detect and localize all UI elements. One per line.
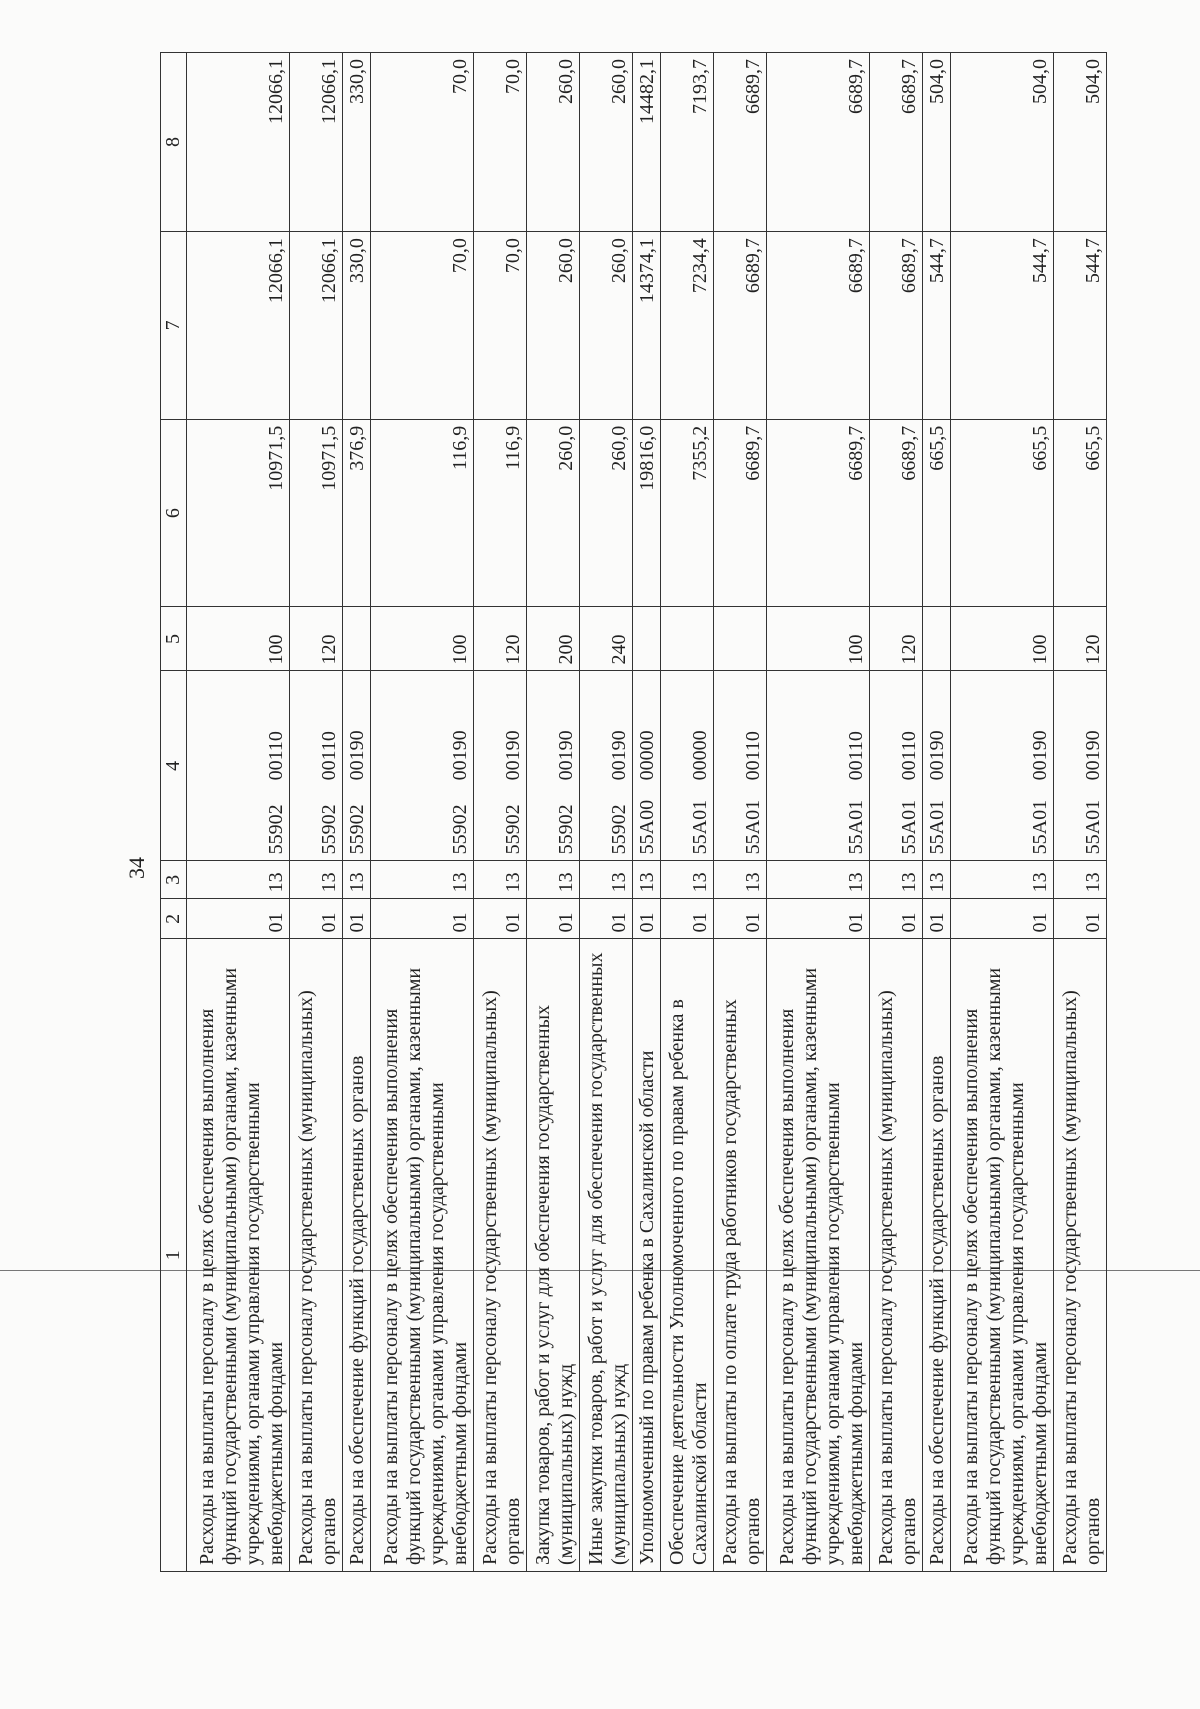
amount-col-6: 665,5: [922, 419, 950, 607]
column-header-3: 3: [161, 861, 187, 899]
amount-col-7: 544,7: [922, 232, 950, 420]
column-header-8: 8: [161, 53, 187, 232]
expense-type-code: [342, 607, 370, 671]
amount-col-7: 12066,1: [187, 232, 290, 420]
direction-code: 00110: [742, 731, 765, 781]
subsection-code: 13: [661, 861, 714, 899]
direction-code: 00190: [345, 730, 368, 781]
amount-col-8: 12066,1: [289, 53, 342, 232]
direction-code: 00190: [501, 730, 524, 781]
row-name: Расходы на выплаты персоналу в целях обеспечения выполнения функций государственными (муниципальными) органами, казенными учреждениями, органами управления государственными внебюджетными фондами: [370, 939, 473, 1572]
amount-col-7: 260,0: [579, 232, 632, 420]
amount-col-8: 6689,7: [869, 53, 922, 232]
program-code: 55902: [264, 804, 287, 855]
amount-col-8: 260,0: [579, 53, 632, 232]
section-code: 01: [579, 899, 632, 939]
program-code: 55902: [501, 804, 524, 855]
section-code: 01: [342, 899, 370, 939]
subsection-code: 13: [370, 861, 473, 899]
target-article-code: [187, 671, 290, 861]
table-row: [951, 53, 1054, 1572]
subsection-code: 13: [473, 861, 526, 899]
section-code: 01: [869, 899, 922, 939]
section-code: 01: [632, 899, 660, 939]
target-article-code: [370, 671, 473, 861]
subsection-code: 13: [289, 861, 342, 899]
subsection-code: 13: [526, 861, 579, 899]
amount-col-8: 504,0: [951, 53, 1054, 232]
amount-col-7: 6689,7: [869, 232, 922, 420]
expense-type-code: [632, 607, 660, 671]
amount-col-6: 7355,2: [661, 419, 714, 607]
expense-type-code: 100: [187, 607, 290, 671]
direction-code: 00110: [897, 731, 920, 781]
subsection-code: 13: [632, 861, 660, 899]
program-code: 55А01: [1028, 799, 1051, 855]
column-header-2: 2: [161, 899, 187, 939]
row-name: Расходы на выплаты персоналу государственных (муниципальных) органов: [1053, 939, 1106, 1572]
target-article-code: [869, 671, 922, 861]
amount-col-6: 116,9: [370, 419, 473, 607]
target-article-code: [342, 671, 370, 861]
direction-code: 00190: [1028, 730, 1051, 781]
amount-col-7: 260,0: [526, 232, 579, 420]
target-article-code: [289, 671, 342, 861]
program-code: 55А01: [897, 799, 920, 855]
row-name: Расходы на выплаты персоналу в целях обеспечения выполнения функций государственными (муниципальными) органами, казенными учреждениями, органами управления государственными внебюджетными фондами: [187, 939, 290, 1572]
program-code: 55А01: [1082, 799, 1104, 855]
column-header-6: 6: [161, 419, 187, 607]
amount-col-7: 330,0: [342, 232, 370, 420]
section-code: 01: [661, 899, 714, 939]
amount-col-7: 6689,7: [714, 232, 767, 420]
section-code: 01: [187, 899, 290, 939]
program-code: 55А01: [926, 799, 949, 855]
row-name: Расходы на выплаты персоналу в целях обеспечения выполнения функций государственными (муниципальными) органами, казенными учреждениями, органами управления государственными внебюджетными фондами: [951, 939, 1054, 1572]
program-code: 55902: [554, 804, 577, 855]
amount-col-7: 7234,4: [661, 232, 714, 420]
column-header-4: 4: [161, 671, 187, 861]
document-page: [116, 52, 1116, 1572]
amount-col-7: 6689,7: [767, 232, 870, 420]
amount-col-8: 14482,1: [632, 53, 660, 232]
expense-type-code: 120: [289, 607, 342, 671]
subsection-code: 13: [1053, 861, 1106, 899]
direction-code: 00190: [448, 730, 471, 781]
row-name: Иные закупки товаров, работ и услуг для обеспечения государственных (муниципальных) нужд: [579, 939, 632, 1572]
row-name: Расходы на выплаты персоналу государственных (муниципальных) органов: [869, 939, 922, 1572]
table-row: [1053, 53, 1106, 1572]
direction-code: 00000: [689, 730, 712, 781]
amount-col-6: 6689,7: [869, 419, 922, 607]
section-code: 01: [473, 899, 526, 939]
target-article-code: [922, 671, 950, 861]
amount-col-6: 260,0: [526, 419, 579, 607]
subsection-code: 13: [922, 861, 950, 899]
amount-col-8: 260,0: [526, 53, 579, 232]
amount-col-8: 70,0: [473, 53, 526, 232]
table-row: [289, 53, 342, 1572]
program-code: 55А00: [636, 799, 659, 855]
section-code: 01: [370, 899, 473, 939]
program-code: 55902: [607, 804, 630, 855]
amount-col-7: 70,0: [370, 232, 473, 420]
section-code: 01: [289, 899, 342, 939]
subsection-code: 13: [951, 861, 1054, 899]
amount-col-8: 504,0: [1053, 53, 1106, 232]
amount-col-7: 544,7: [951, 232, 1054, 420]
expense-type-code: [922, 607, 950, 671]
column-header-7: 7: [161, 232, 187, 420]
amount-col-8: 6689,7: [767, 53, 870, 232]
target-article-code: [579, 671, 632, 861]
amount-col-7: 14374,1: [632, 232, 660, 420]
table-row: [342, 53, 370, 1572]
table-row: [714, 53, 767, 1572]
row-name: Расходы на выплаты персоналу государственных (муниципальных) органов: [473, 939, 526, 1572]
subsection-code: 13: [714, 861, 767, 899]
expense-type-code: 100: [370, 607, 473, 671]
section-code: 01: [922, 899, 950, 939]
direction-code: 00190: [554, 730, 577, 781]
amount-col-8: 504,0: [922, 53, 950, 232]
target-article-code: [714, 671, 767, 861]
target-article-code: [1053, 671, 1106, 861]
table-row: [869, 53, 922, 1572]
expense-type-code: 100: [951, 607, 1054, 671]
table-header-row: [161, 53, 187, 1572]
amount-col-6: 10971,5: [187, 419, 290, 607]
direction-code: 00110: [844, 731, 867, 781]
expense-type-code: 120: [473, 607, 526, 671]
table-row: [187, 53, 290, 1572]
amount-col-8: 70,0: [370, 53, 473, 232]
program-code: 55А01: [689, 799, 712, 855]
row-name: Расходы на обеспечение функций государственных органов: [342, 939, 370, 1572]
row-name: Расходы на обеспечение функций государственных органов: [922, 939, 950, 1572]
program-code: 55А01: [844, 799, 867, 855]
amount-col-7: 12066,1: [289, 232, 342, 420]
page-number: 34: [124, 857, 149, 879]
target-article-code: [632, 671, 660, 861]
program-code: 55А01: [742, 799, 765, 855]
row-name: Расходы на выплаты по оплате труда работников государственных органов: [714, 939, 767, 1572]
target-article-code: [661, 671, 714, 861]
direction-code: 00110: [317, 731, 340, 781]
amount-col-6: 116,9: [473, 419, 526, 607]
amount-col-8: 7193,7: [661, 53, 714, 232]
table-row: [767, 53, 870, 1572]
section-code: 01: [1053, 899, 1106, 939]
amount-col-6: 665,5: [1053, 419, 1106, 607]
table-row: [632, 53, 660, 1572]
section-code: 01: [767, 899, 870, 939]
section-code: 01: [526, 899, 579, 939]
row-name: Обеспечение деятельности Уполномоченного по правам ребенка в Сахалинской области: [661, 939, 714, 1572]
table-row: [922, 53, 950, 1572]
expense-type-code: 240: [579, 607, 632, 671]
expense-type-code: [661, 607, 714, 671]
expense-type-code: 120: [1053, 607, 1106, 671]
direction-code: 00110: [264, 731, 287, 781]
amount-col-6: 19816,0: [632, 419, 660, 607]
amount-col-6: 6689,7: [767, 419, 870, 607]
section-code: 01: [714, 899, 767, 939]
table-row: [473, 53, 526, 1572]
direction-code: 00190: [926, 730, 949, 781]
target-article-code: [767, 671, 870, 861]
row-name: Закупка товаров, работ и услуг для обеспечения государственных (муниципальных) нужд: [526, 939, 579, 1572]
amount-col-6: 10971,5: [289, 419, 342, 607]
budget-table: [160, 52, 1107, 1572]
subsection-code: 13: [767, 861, 870, 899]
target-article-code: [951, 671, 1054, 861]
subsection-code: 13: [342, 861, 370, 899]
program-code: 55902: [448, 804, 471, 855]
amount-col-8: 330,0: [342, 53, 370, 232]
direction-code: 00190: [607, 730, 630, 781]
program-code: 55902: [345, 804, 368, 855]
expense-type-code: 200: [526, 607, 579, 671]
row-name: Расходы на выплаты персоналу государственных (муниципальных) органов: [289, 939, 342, 1572]
amount-col-8: 12066,1: [187, 53, 290, 232]
expense-type-code: 120: [869, 607, 922, 671]
row-name: Уполномоченный по правам ребенка в Сахалинской области: [632, 939, 660, 1572]
subsection-code: 13: [579, 861, 632, 899]
row-name: Расходы на выплаты персоналу в целях обеспечения выполнения функций государственными (муниципальными) органами, казенными учреждениями, органами управления государственными внебюджетными фондами: [767, 939, 870, 1572]
table-row: [370, 53, 473, 1572]
amount-col-7: 70,0: [473, 232, 526, 420]
amount-col-7: 544,7: [1053, 232, 1106, 420]
amount-col-6: 6689,7: [714, 419, 767, 607]
column-header-1: 1: [161, 939, 187, 1572]
amount-col-6: 376,9: [342, 419, 370, 607]
target-article-code: [473, 671, 526, 861]
table-row: [526, 53, 579, 1572]
table-row: [579, 53, 632, 1572]
subsection-code: 13: [869, 861, 922, 899]
direction-code: 00190: [1082, 730, 1104, 781]
expense-type-code: [714, 607, 767, 671]
program-code: 55902: [317, 804, 340, 855]
table-row: [661, 53, 714, 1572]
column-header-5: 5: [161, 607, 187, 671]
target-article-code: [526, 671, 579, 861]
amount-col-8: 6689,7: [714, 53, 767, 232]
expense-type-code: 100: [767, 607, 870, 671]
direction-code: 00000: [636, 730, 659, 781]
amount-col-6: 260,0: [579, 419, 632, 607]
section-code: 01: [951, 899, 1054, 939]
subsection-code: 13: [187, 861, 290, 899]
amount-col-6: 665,5: [951, 419, 1054, 607]
